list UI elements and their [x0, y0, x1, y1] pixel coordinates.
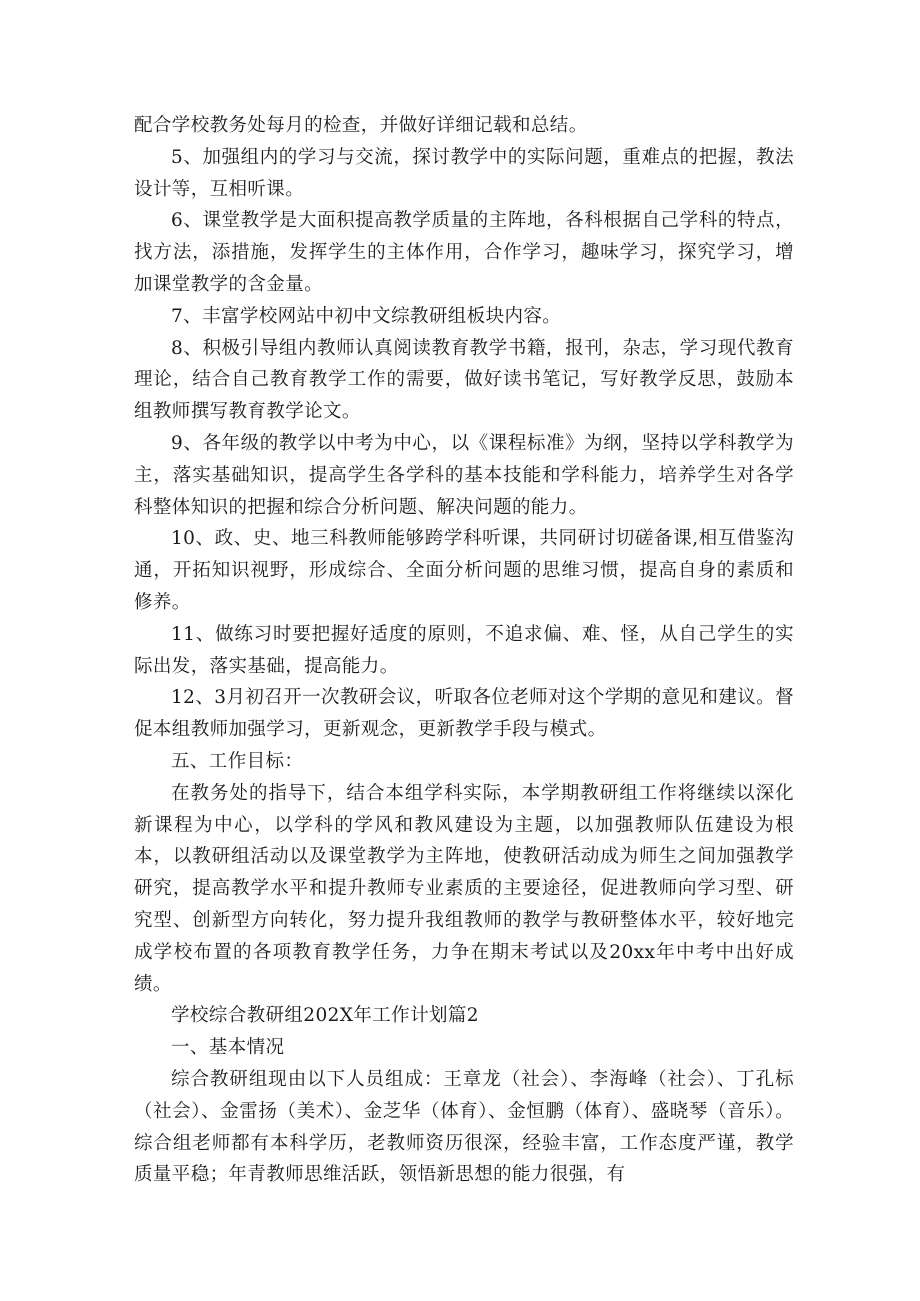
paragraph-0: 配合学校教务处每月的检查，并做好详细记载和总结。 [134, 115, 588, 136]
paragraph-item-7: 7、丰富学校网站中初中文综教研组板块内容。 [171, 305, 562, 327]
paragraph-goals: 在教务处的指导下，结合本组学科实际，本学期教研组工作将继续以深化新课程为中心，以学科的学风和教风建设为主题，以加强教师队伍建设为根本，以教研组活动以及课堂教学为主阵地，使教研活动成为师生之间加强教学研究，提高教学水平和提升教师专业素质的主要途径，促进教师向学习型、研究型、创新型方向转化，努力提升我组教师的教学与教研整体水平，较好地完成学校布置的各项教育教学任务，力争在期末考试以及20xx年中考中出好成绩。 [134, 782, 794, 995]
paragraph-item-11: 11、做练习时要把握好适度的原则，不追求偏、难、怪，从自己学生的实际出发，落实基础，提高能力。 [134, 623, 794, 677]
section-heading-basic-info: 一、基本情况 [171, 1037, 285, 1059]
paragraph-item-9: 9、各年级的教学以中考为中心，以《课程标准》为纲，坚持以学科教学为主，落实基础知识，提高学生各学科的基本技能和学科能力，培养学生对各学科整体知识的把握和综合分析问题、解决问题的能力。 [134, 432, 794, 518]
paragraph-item-12: 12、3月初召开一次教研会议，听取各位老师对这个学期的意见和建议。督促本组教师加强学习，更新观念，更新教学手段与模式。 [134, 687, 794, 741]
document-title-part2: 学校综合教研组202X年工作计划篇2 [171, 1005, 479, 1027]
paragraph-item-5: 5、加强组内的学习与交流，探讨教学中的实际问题，重难点的把握，教法设计等，互相听课。 [134, 146, 794, 200]
document-body [134, 110, 794, 1191]
paragraph-item-10: 10、政、史、地三科教师能够跨学科听课，共同研讨切磋备课,相互借鉴沟通，开拓知识视野，形成综合、全面分析问题的思维习惯，提高自身的素质和修养。 [134, 528, 794, 613]
paragraph-item-8: 8、积极引导组内教师认真阅读教育教学书籍，报刊，杂志，学习现代教育理论，结合自己教育教学工作的需要，做好读书笔记，写好教学反思，鼓励本组教师撰写教育教学论文。 [134, 337, 794, 423]
paragraph-item-6: 6、课堂教学是大面积提高教学质量的主阵地，各科根据自己学科的特点，找方法，添措施，发挥学生的主体作用，合作学习，趣味学习，探究学习，增加课堂教学的含金量。 [134, 210, 794, 295]
section-heading-goals: 五、工作目标： [171, 750, 304, 772]
paragraph-basic-info: 综合教研组现由以下人员组成：王章龙（社会）、李海峰（社会）、丁孔标（社会）、金雷扬（美术）、金芝华（体育）、金恒鹏（体育）、盛晓琴（音乐）。综合组老师都有本科学历，老教师资历很深，经验丰富，工作态度严谨，教学质量平稳；年青教师思维活跃，领悟新思想的能力很强，有 [134, 1068, 794, 1186]
